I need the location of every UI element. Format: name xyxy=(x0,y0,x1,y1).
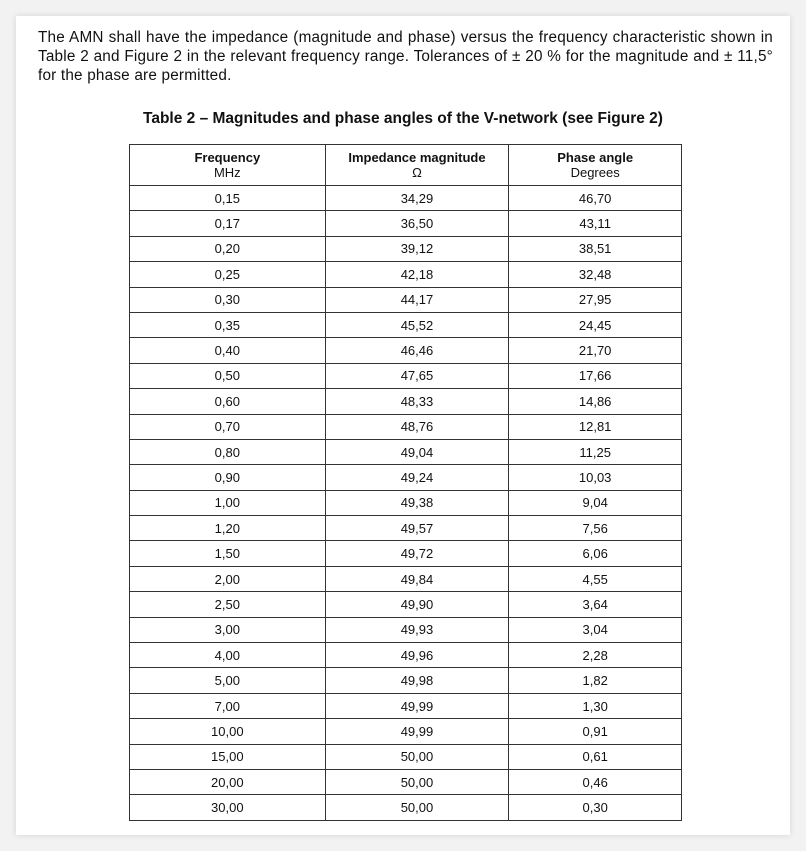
frequency-cell: 1,20 xyxy=(130,516,326,541)
frequency-cell: 0,80 xyxy=(130,439,326,464)
frequency-cell: 3,00 xyxy=(130,617,326,642)
frequency-cell: 7,00 xyxy=(130,693,326,718)
table-row xyxy=(130,668,682,693)
table-row xyxy=(130,795,682,820)
table-row xyxy=(130,465,682,490)
requirement-paragraph: The AMN shall have the impedance (magnitude and phase) versus the frequency characteristic shown in Table 2 and Figure 2 in the relevant frequency range. Tolerances of ± 20 % for the magnitude and ± 11,5° for the phase are permitted. xyxy=(38,29,773,84)
table-row xyxy=(130,236,682,261)
impedance-magnitude-cell: 49,38 xyxy=(325,490,509,515)
phase-angle-cell: 43,11 xyxy=(509,211,682,236)
phase-angle-cell: 4,55 xyxy=(509,566,682,591)
frequency-cell: 20,00 xyxy=(130,769,326,794)
frequency-cell: 30,00 xyxy=(130,795,326,820)
header-impedance-magnitude xyxy=(325,145,509,186)
header-unit: Ω xyxy=(412,165,422,180)
table-row xyxy=(130,541,682,566)
frequency-cell: 4,00 xyxy=(130,643,326,668)
impedance-magnitude-cell: 42,18 xyxy=(325,262,509,287)
phase-angle-cell: 38,51 xyxy=(509,236,682,261)
table-row xyxy=(130,769,682,794)
impedance-magnitude-cell: 36,50 xyxy=(325,211,509,236)
phase-angle-cell: 0,91 xyxy=(509,719,682,744)
phase-angle-cell: 24,45 xyxy=(509,312,682,337)
frequency-cell: 0,40 xyxy=(130,338,326,363)
header-title: Impedance magnitude xyxy=(348,150,486,165)
phase-angle-cell: 0,30 xyxy=(509,795,682,820)
table-row xyxy=(130,744,682,769)
frequency-cell: 10,00 xyxy=(130,719,326,744)
impedance-magnitude-cell: 46,46 xyxy=(325,338,509,363)
frequency-cell: 2,00 xyxy=(130,566,326,591)
frequency-cell: 15,00 xyxy=(130,744,326,769)
frequency-cell: 0,60 xyxy=(130,389,326,414)
phase-angle-cell: 3,04 xyxy=(509,617,682,642)
frequency-cell: 1,50 xyxy=(130,541,326,566)
header-frequency xyxy=(130,145,326,186)
impedance-magnitude-cell: 48,33 xyxy=(325,389,509,414)
phase-angle-cell: 17,66 xyxy=(509,363,682,388)
table-row xyxy=(130,287,682,312)
frequency-cell: 0,30 xyxy=(130,287,326,312)
impedance-magnitude-cell: 39,12 xyxy=(325,236,509,261)
impedance-magnitude-cell: 45,52 xyxy=(325,312,509,337)
table-row xyxy=(130,719,682,744)
impedance-magnitude-cell: 49,90 xyxy=(325,592,509,617)
impedance-magnitude-cell: 49,99 xyxy=(325,719,509,744)
frequency-cell: 0,20 xyxy=(130,236,326,261)
phase-angle-cell: 7,56 xyxy=(509,516,682,541)
impedance-magnitude-cell: 50,00 xyxy=(325,769,509,794)
impedance-magnitude-cell: 49,24 xyxy=(325,465,509,490)
frequency-cell: 0,17 xyxy=(130,211,326,236)
table-row xyxy=(130,338,682,363)
table-row xyxy=(130,490,682,515)
table-row xyxy=(130,592,682,617)
frequency-cell: 0,25 xyxy=(130,262,326,287)
impedance-magnitude-cell: 49,98 xyxy=(325,668,509,693)
phase-angle-cell: 14,86 xyxy=(509,389,682,414)
header-phase-angle xyxy=(509,145,682,186)
impedance-magnitude-cell: 34,29 xyxy=(325,186,509,211)
header-title: Phase angle xyxy=(557,150,634,165)
phase-angle-cell: 27,95 xyxy=(509,287,682,312)
table-row xyxy=(130,363,682,388)
phase-angle-cell: 21,70 xyxy=(509,338,682,363)
table-row xyxy=(130,643,682,668)
table-body xyxy=(130,186,682,821)
impedance-magnitude-cell: 44,17 xyxy=(325,287,509,312)
table-row xyxy=(130,389,682,414)
table-row xyxy=(130,439,682,464)
impedance-magnitude-cell: 49,84 xyxy=(325,566,509,591)
impedance-magnitude-cell: 49,99 xyxy=(325,693,509,718)
phase-angle-cell: 46,70 xyxy=(509,186,682,211)
frequency-cell: 0,70 xyxy=(130,414,326,439)
phase-angle-cell: 12,81 xyxy=(509,414,682,439)
phase-angle-cell: 6,06 xyxy=(509,541,682,566)
impedance-magnitude-cell: 49,72 xyxy=(325,541,509,566)
phase-angle-cell: 10,03 xyxy=(509,465,682,490)
impedance-magnitude-cell: 47,65 xyxy=(325,363,509,388)
table-row xyxy=(130,186,682,211)
document-page xyxy=(16,16,790,835)
impedance-magnitude-cell: 50,00 xyxy=(325,744,509,769)
table-caption: Table 2 – Magnitudes and phase angles of the V-network (see Figure 2) xyxy=(143,110,663,127)
frequency-cell: 5,00 xyxy=(130,668,326,693)
phase-angle-cell: 9,04 xyxy=(509,490,682,515)
phase-angle-cell: 11,25 xyxy=(509,439,682,464)
header-title: Frequency xyxy=(194,150,261,165)
table-row xyxy=(130,312,682,337)
table-row xyxy=(130,414,682,439)
impedance-magnitude-cell: 49,04 xyxy=(325,439,509,464)
impedance-magnitude-cell: 50,00 xyxy=(325,795,509,820)
table-row xyxy=(130,566,682,591)
frequency-cell: 2,50 xyxy=(130,592,326,617)
table-row xyxy=(130,262,682,287)
frequency-cell: 0,15 xyxy=(130,186,326,211)
frequency-cell: 0,50 xyxy=(130,363,326,388)
impedance-magnitude-cell: 49,57 xyxy=(325,516,509,541)
table-row xyxy=(130,211,682,236)
phase-angle-cell: 0,61 xyxy=(509,744,682,769)
impedance-magnitude-cell: 49,96 xyxy=(325,643,509,668)
header-unit: Degrees xyxy=(570,165,620,180)
impedance-magnitude-cell: 49,93 xyxy=(325,617,509,642)
table-row xyxy=(130,516,682,541)
frequency-cell: 1,00 xyxy=(130,490,326,515)
phase-angle-cell: 3,64 xyxy=(509,592,682,617)
phase-angle-cell: 1,82 xyxy=(509,668,682,693)
phase-angle-cell: 32,48 xyxy=(509,262,682,287)
table-row xyxy=(130,693,682,718)
phase-angle-cell: 1,30 xyxy=(509,693,682,718)
table-row xyxy=(130,617,682,642)
phase-angle-cell: 2,28 xyxy=(509,643,682,668)
impedance-table xyxy=(129,144,682,821)
frequency-cell: 0,90 xyxy=(130,465,326,490)
impedance-magnitude-cell: 48,76 xyxy=(325,414,509,439)
table-header-row xyxy=(130,145,682,186)
phase-angle-cell: 0,46 xyxy=(509,769,682,794)
frequency-cell: 0,35 xyxy=(130,312,326,337)
header-unit: MHz xyxy=(213,165,241,180)
